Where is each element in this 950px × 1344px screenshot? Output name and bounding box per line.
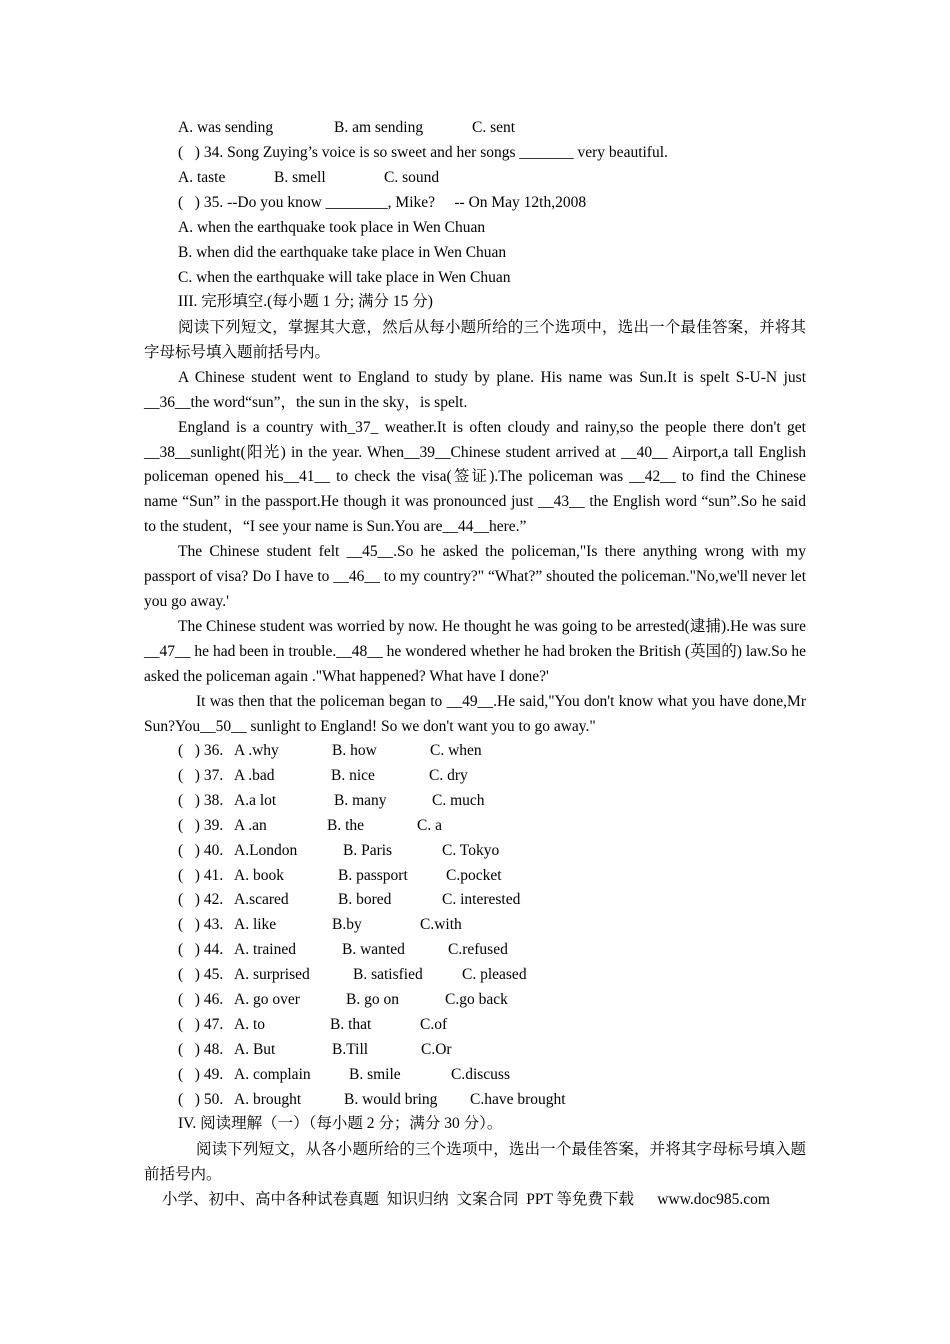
question-option-c: C. interested: [442, 891, 521, 909]
question-option-a: A. But: [234, 1040, 276, 1058]
question-number: ( ) 44.: [178, 941, 224, 959]
question-option-a: A. to: [234, 1015, 265, 1033]
question-number: ( ) 42.: [178, 891, 224, 909]
q33-option-a: A. was sending: [178, 119, 274, 136]
passage-paragraph-3: The Chinese student felt __45__.So he asked the policeman,"Is there anything wrong with my passport of visa? Do I have to __46__ to my country?" “What?” shouted the policeman."No,we'll never let you go away.': [144, 543, 806, 610]
passage-paragraph-1: A Chinese student went to England to study by plane. His name was Sun.It is spelt S-U-N just __36__the word“sun”，the sun in the sky，is spelt.: [144, 368, 806, 411]
section4-block: [144, 1138, 806, 1188]
question-option-c: C.refused: [448, 941, 508, 959]
question-option-b: B. satisfied: [353, 966, 423, 984]
question-option-a: A. trained: [234, 941, 296, 959]
question-option-a: A .bad: [234, 766, 275, 784]
q35-option-c: C. when the earthquake will take place in Wen Chuan: [178, 269, 511, 286]
question-number: ( ) 46.: [178, 991, 224, 1008]
question-option-b: B. would bring: [344, 1090, 438, 1108]
q34-option-a: A. taste: [178, 169, 226, 186]
question-option-a: A.London: [234, 841, 298, 859]
section3-instruction: 阅读下列短文，掌握其大意，然后从每小题所给的三个选项中，选出一个最佳答案，并将其字母标号填入题前括号内。: [144, 319, 806, 361]
question-option-a: A. complain: [234, 1065, 311, 1083]
question-option-b: B. wanted: [342, 941, 405, 959]
q33-option-b: B. am sending: [334, 119, 424, 136]
q33-option-c: C. sent: [472, 119, 516, 136]
question-option-c: C. a: [417, 816, 442, 834]
question-number: ( ) 41.: [178, 866, 224, 884]
section4-instruction: 阅读下列短文，从各小题所给的三个选项中，选出一个最佳答案，并将其字母标号填入题前括号内。: [144, 1141, 806, 1183]
question-option-c: C. dry: [429, 766, 468, 784]
q35-option-a: A. when the earthquake took place in Wen Chuan: [178, 219, 486, 236]
q35-option-b: B. when did the earthquake take place in Wen Chuan: [178, 244, 507, 261]
question-option-b: B. nice: [331, 766, 375, 784]
question-number: ( ) 39.: [178, 816, 224, 834]
question-number: ( ) 45.: [178, 966, 224, 984]
question-option-a: A. like: [234, 916, 277, 934]
question-option-a: A. go over: [234, 991, 300, 1008]
question-number: ( ) 47.: [178, 1015, 224, 1033]
question-option-c: C. Tokyo: [442, 841, 500, 859]
question-option-b: B.Till: [332, 1040, 369, 1058]
question-option-b: B. go on: [346, 991, 399, 1008]
q34-stem: ( ) 34. Song Zuying’s voice is so sweet and her songs _______ very beautiful.: [178, 144, 668, 161]
question-option-a: A .why: [234, 742, 279, 759]
question-option-c: C. much: [432, 791, 485, 809]
question-number: ( ) 40.: [178, 841, 224, 859]
question-option-c: C.go back: [445, 991, 508, 1008]
question-number: ( ) 43.: [178, 916, 224, 934]
question-number: ( ) 38.: [178, 791, 224, 809]
question-number: ( ) 48.: [178, 1040, 224, 1058]
section3-title: III. 完形填空.(每小题 1 分; 满分 15 分): [178, 293, 433, 310]
question-option-c: C.have brought: [470, 1090, 566, 1108]
passage-paragraph-4: The Chinese student was worried by now. He thought he was going to be arrested(逮捕).He was sure __47__ he had been in trouble.__48__ he wondered whether he had broken the British (英国的) law.So he asked the policeman again ."What happened? What have I done?': [144, 617, 806, 685]
passage-paragraph-5: It was then that the policeman began to __49__.He said,"You don't know what you have done,Mr Sun?You__50__ sunlight to England! So we don't want you to go away.": [144, 692, 806, 735]
q35-stem: ( ) 35. --Do you know ________, Mike? -- On May 12th,2008: [178, 194, 587, 211]
question-option-a: A.scared: [234, 891, 289, 909]
passage-paragraph-2: England is a country with_37_ weather.It is often cloudy and rainy,so the people there don't get __38__sunlight(阳光) in the year. When__39__Chinese student arrived at __40__ Airport,a tall English policeman opened his__41__ to check the visa(签证).The policeman was __42__ to find the Chinese name “Sun” in the passport.He though it was pronounced just __43__ the English word “sun”.So he said to the student，“I see your name is Sun.You are__44__here.”: [144, 418, 806, 536]
question-option-b: B. many: [334, 791, 387, 809]
question-option-c: C.with: [420, 916, 462, 934]
question-number: ( ) 49.: [178, 1065, 224, 1083]
page-footer: 小学、初中、高中各种试卷真题 知识归纳 文案合同 PPT 等免费下载 www.doc985.com: [162, 1191, 770, 1208]
question-option-b: B. smile: [349, 1065, 401, 1083]
question-option-c: C. pleased: [462, 966, 527, 984]
question-option-b: B. how: [332, 742, 377, 759]
section4-title: IV. 阅读理解（一）（每小题 2 分；满分 30 分）。: [178, 1115, 503, 1132]
question-option-c: C.pocket: [446, 866, 502, 884]
question-option-c: C.Or: [421, 1040, 452, 1058]
question-option-b: B. Paris: [343, 841, 393, 859]
question-option-b: B.by: [332, 916, 362, 934]
question-option-b: B. bored: [338, 891, 392, 909]
question-option-a: A. brought: [234, 1090, 302, 1108]
section3-passage: [144, 316, 806, 739]
question-number: ( ) 37.: [178, 766, 224, 784]
question-option-a: A .an: [234, 816, 267, 834]
question-option-c: C.discuss: [451, 1065, 510, 1083]
question-number: ( ) 36.: [178, 742, 224, 759]
question-option-c: C.of: [420, 1015, 448, 1033]
question-option-a: A. book: [234, 866, 284, 884]
question-option-c: C. when: [430, 742, 482, 759]
question-number: ( ) 50.: [178, 1090, 224, 1108]
q34-option-c: C. sound: [384, 169, 440, 186]
question-option-b: B. the: [327, 816, 365, 834]
question-option-b: B. passport: [338, 866, 408, 884]
q34-option-b: B. smell: [274, 169, 326, 186]
question-option-a: A. surprised: [234, 966, 310, 984]
question-option-a: A.a lot: [234, 791, 277, 809]
question-option-b: B. that: [330, 1015, 372, 1033]
